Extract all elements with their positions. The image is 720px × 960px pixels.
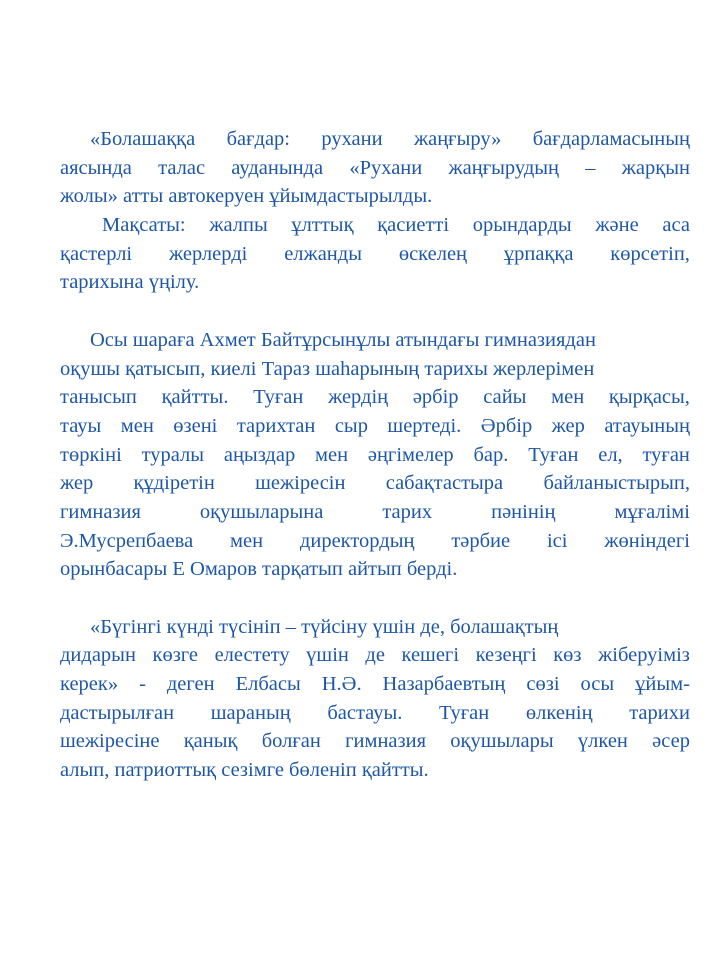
word: дидарын	[60, 644, 136, 667]
text-line	[60, 727, 690, 756]
word: шараның	[210, 701, 291, 724]
word: бағдарламасының	[532, 128, 690, 150]
word: мен	[120, 414, 154, 437]
word: танысып	[60, 386, 137, 409]
word: мен	[551, 386, 585, 409]
word: шертеді.	[387, 414, 462, 437]
word: мен	[315, 443, 349, 466]
word: сабақтастыра	[385, 472, 504, 495]
text-line: жолы» атты автокеруен ұйымдастырылды.	[60, 185, 433, 208]
word: ісі	[546, 529, 568, 552]
word: жіберуіміз	[598, 644, 690, 667]
word: қастерлі	[60, 242, 133, 265]
word: пәнінің	[491, 500, 556, 523]
word: болған	[261, 730, 321, 753]
word: шежіресіне	[60, 730, 160, 753]
word: өлкенің	[525, 701, 593, 724]
word: жарқын	[621, 156, 690, 179]
text-line	[60, 154, 690, 183]
word: елестету	[214, 644, 290, 667]
word: әсер	[652, 730, 690, 753]
word: құдіретін	[133, 472, 215, 495]
word: мұғалімі	[614, 500, 690, 523]
word: кешегі	[401, 644, 460, 667]
word: дастырылған	[60, 701, 175, 724]
word: сайы	[483, 386, 527, 409]
word: деген	[166, 673, 215, 696]
word: оқушыларына	[199, 500, 324, 523]
paragraph-4	[60, 613, 690, 785]
word: керек»	[60, 673, 119, 696]
word: рухани	[321, 128, 383, 150]
word: аңыздар	[223, 443, 296, 466]
word: Туған	[528, 443, 579, 466]
word: ел,	[598, 443, 623, 466]
word: шежіресін	[255, 472, 346, 495]
text-line: «Бүгінгі күнді түсініп – түйсіну үшін де, болашақтың	[90, 615, 559, 638]
word: туралы	[141, 443, 205, 466]
word: әрбір	[412, 386, 459, 409]
word: әңгімелер	[367, 443, 454, 466]
word: үшін	[306, 644, 349, 667]
word: атауының	[604, 414, 690, 437]
word: байланыстырып,	[543, 472, 690, 495]
word: жер	[60, 472, 94, 495]
word: көзге	[152, 644, 199, 667]
word: директордың	[299, 529, 415, 552]
word: Туған	[439, 701, 490, 724]
text-line	[60, 498, 690, 527]
word: ауданында	[231, 156, 324, 179]
word: аясында	[60, 156, 132, 179]
word: тарихтан	[236, 414, 316, 437]
word: гимназия	[60, 500, 141, 523]
word: сөзі	[526, 673, 560, 696]
text-line	[60, 469, 690, 498]
word: туған	[642, 443, 690, 466]
text-line	[60, 441, 690, 470]
word: тәрбие	[451, 529, 511, 552]
word: де	[365, 644, 385, 667]
paragraph-gap	[60, 297, 690, 326]
text-line: алып, патриоттық сезімге бөленіп қайтты.	[60, 759, 429, 782]
word: талас	[158, 156, 206, 179]
word: ұрпаққа	[503, 242, 574, 265]
text-line: орынбасары Е Омаров тарқатып айтып берді.	[60, 558, 458, 581]
word: осы	[580, 673, 615, 696]
text-line	[60, 383, 690, 412]
word: тауы	[60, 414, 102, 437]
word: орындарды	[472, 214, 572, 237]
word: Назарбаевтың	[382, 673, 506, 696]
word: жер	[551, 414, 585, 437]
word: қанық	[183, 730, 238, 753]
word: Елбасы	[235, 673, 301, 696]
word: «Рухани	[349, 156, 423, 179]
word: жерлерді	[168, 242, 248, 265]
text-line: тарихына үңілу.	[60, 271, 200, 294]
word: «Болашаққа	[90, 128, 196, 150]
word: бағдар:	[226, 128, 290, 150]
text-line	[60, 125, 690, 154]
paragraph-3	[60, 326, 690, 584]
word: -	[139, 673, 146, 696]
text-line	[60, 699, 690, 728]
word: қайтты.	[161, 386, 229, 409]
word: жалпы	[209, 214, 268, 237]
word: ұйым-	[635, 673, 690, 696]
word: сыр	[334, 414, 368, 437]
paragraph-1	[60, 125, 690, 211]
word: Мақсаты:	[102, 214, 186, 237]
word: бастауы.	[327, 701, 403, 724]
word: өскелең	[398, 242, 468, 265]
text-line	[60, 670, 690, 699]
word: жаңғырудың	[448, 156, 560, 179]
text-line	[60, 412, 690, 441]
word: жаңғыру»	[413, 128, 502, 150]
text-line: оқушы қатысып, киелі Тараз шаһарының тарихы жерлерімен	[60, 357, 595, 380]
word: оқушылары	[450, 730, 554, 753]
word: мен	[230, 529, 264, 552]
text-line: Осы шараға Ахмет Байтұрсынұлы атындағы гимназиядан	[90, 328, 596, 351]
word: бар.	[473, 443, 509, 466]
word: қасиетті	[377, 214, 450, 237]
word: жөніндегі	[604, 529, 690, 552]
word: гимназия	[345, 730, 427, 753]
word: өзені	[173, 414, 218, 437]
word: Туған	[253, 386, 304, 409]
word: көрсетіп,	[610, 242, 690, 265]
word: Әрбір	[480, 414, 533, 437]
word: үлкен	[577, 730, 628, 753]
paragraph-gap	[60, 584, 690, 613]
word: және	[595, 214, 639, 237]
word: кезеңгі	[475, 644, 537, 667]
word: Э.Мусрепбаева	[60, 529, 194, 552]
word: –	[585, 156, 596, 179]
document-body	[60, 125, 690, 785]
text-line	[60, 641, 690, 670]
word: тарих	[382, 500, 433, 523]
paragraph-2	[60, 211, 690, 297]
text-line	[60, 527, 690, 556]
word: қырқасы,	[608, 386, 690, 409]
word: Н.Ә.	[321, 673, 362, 696]
word: елжанды	[284, 242, 362, 265]
word: тарихи	[629, 701, 690, 724]
word: аса	[662, 214, 690, 237]
text-line	[60, 240, 690, 269]
word: жердің	[328, 386, 389, 409]
word: төркіні	[60, 443, 122, 466]
text-line	[60, 211, 690, 240]
word: көз	[553, 644, 582, 667]
word: ұлттық	[291, 214, 354, 237]
